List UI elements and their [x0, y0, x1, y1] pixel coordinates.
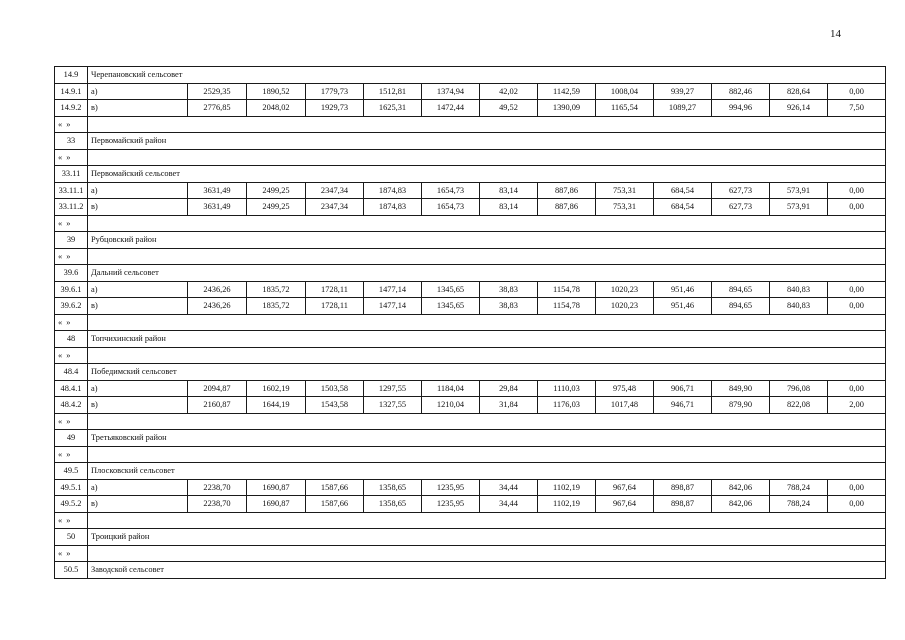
value-cell: 1512,81	[364, 83, 422, 100]
empty-cell	[88, 248, 886, 265]
table-row	[55, 298, 886, 315]
value-cell: 2529,35	[188, 83, 247, 100]
value-cell: 1929,73	[306, 100, 364, 117]
row-code: 50.5	[55, 562, 88, 579]
ditto-mark: « »	[55, 446, 88, 463]
ditto-row	[55, 149, 886, 166]
row-letter: в)	[88, 199, 188, 216]
value-cell: 0,00	[828, 380, 886, 397]
row-code: 48.4	[55, 364, 88, 381]
value-cell: 2238,70	[188, 496, 247, 513]
value-cell: 1154,78	[538, 298, 596, 315]
value-cell: 1779,73	[306, 83, 364, 100]
ditto-row	[55, 215, 886, 232]
section-title: Первомайский район	[88, 133, 886, 150]
value-cell: 994,96	[712, 100, 770, 117]
empty-cell	[88, 149, 886, 166]
value-cell: 1472,44	[422, 100, 480, 117]
value-cell: 1503,58	[306, 380, 364, 397]
value-cell: 1835,72	[247, 281, 306, 298]
empty-cell	[88, 116, 886, 133]
table-row	[55, 83, 886, 100]
value-cell: 1374,94	[422, 83, 480, 100]
value-cell: 1210,04	[422, 397, 480, 414]
value-cell: 1690,87	[247, 496, 306, 513]
value-cell: 34,44	[480, 479, 538, 496]
value-cell: 2436,26	[188, 281, 247, 298]
value-cell: 0,00	[828, 496, 886, 513]
value-cell: 0,00	[828, 83, 886, 100]
value-cell: 627,73	[712, 199, 770, 216]
value-cell: 882,46	[712, 83, 770, 100]
value-cell: 2436,26	[188, 298, 247, 315]
value-cell: 1728,11	[306, 281, 364, 298]
value-cell: 1625,31	[364, 100, 422, 117]
value-cell: 879,90	[712, 397, 770, 414]
value-cell: 898,87	[654, 496, 712, 513]
row-letter: в)	[88, 100, 188, 117]
value-cell: 840,83	[770, 281, 828, 298]
tariff-table	[54, 66, 886, 579]
empty-cell	[88, 446, 886, 463]
table-row	[55, 199, 886, 216]
value-cell: 1654,73	[422, 182, 480, 199]
section-row	[55, 133, 886, 150]
value-cell: 1587,66	[306, 496, 364, 513]
section-title: Дальний сельсовет	[88, 265, 886, 282]
value-cell: 796,08	[770, 380, 828, 397]
ditto-mark: « »	[55, 116, 88, 133]
value-cell: 0,00	[828, 479, 886, 496]
value-cell: 2094,87	[188, 380, 247, 397]
empty-cell	[88, 413, 886, 430]
row-code: 14.9	[55, 67, 88, 84]
value-cell: 887,86	[538, 182, 596, 199]
value-cell: 975,48	[596, 380, 654, 397]
value-cell: 1644,19	[247, 397, 306, 414]
row-code: 50	[55, 529, 88, 546]
value-cell: 2347,34	[306, 199, 364, 216]
value-cell: 1235,95	[422, 479, 480, 496]
value-cell: 951,46	[654, 281, 712, 298]
value-cell: 1327,55	[364, 397, 422, 414]
empty-cell	[88, 215, 886, 232]
value-cell: 1874,83	[364, 199, 422, 216]
section-row	[55, 463, 886, 480]
row-code: 14.9.2	[55, 100, 88, 117]
value-cell: 2160,87	[188, 397, 247, 414]
ditto-row	[55, 413, 886, 430]
empty-cell	[88, 512, 886, 529]
row-code: 39.6.1	[55, 281, 88, 298]
value-cell: 684,54	[654, 182, 712, 199]
page-number: 14	[830, 28, 841, 40]
value-cell: 1874,83	[364, 182, 422, 199]
ditto-row	[55, 545, 886, 562]
value-cell: 1154,78	[538, 281, 596, 298]
section-row	[55, 232, 886, 249]
ditto-mark: « »	[55, 314, 88, 331]
row-letter: а)	[88, 182, 188, 199]
value-cell: 0,00	[828, 281, 886, 298]
section-title: Черепановский сельсовет	[88, 67, 886, 84]
value-cell: 753,31	[596, 199, 654, 216]
ditto-mark: « »	[55, 248, 88, 265]
section-row	[55, 364, 886, 381]
row-code: 33.11.2	[55, 199, 88, 216]
value-cell: 1477,14	[364, 281, 422, 298]
row-letter: а)	[88, 281, 188, 298]
value-cell: 1102,19	[538, 496, 596, 513]
value-cell: 1020,23	[596, 298, 654, 315]
value-cell: 1345,65	[422, 281, 480, 298]
row-code: 33	[55, 133, 88, 150]
value-cell: 2347,34	[306, 182, 364, 199]
value-cell: 842,06	[712, 496, 770, 513]
value-cell: 822,08	[770, 397, 828, 414]
section-title: Троицкий район	[88, 529, 886, 546]
row-code: 48	[55, 331, 88, 348]
value-cell: 1089,27	[654, 100, 712, 117]
value-cell: 842,06	[712, 479, 770, 496]
value-cell: 887,86	[538, 199, 596, 216]
row-code: 39	[55, 232, 88, 249]
value-cell: 1390,09	[538, 100, 596, 117]
value-cell: 1602,19	[247, 380, 306, 397]
ditto-row	[55, 512, 886, 529]
ditto-mark: « »	[55, 512, 88, 529]
row-code: 39.6.2	[55, 298, 88, 315]
value-cell: 1184,04	[422, 380, 480, 397]
value-cell: 2776,85	[188, 100, 247, 117]
section-row	[55, 67, 886, 84]
value-cell: 788,24	[770, 496, 828, 513]
value-cell: 1477,14	[364, 298, 422, 315]
value-cell: 684,54	[654, 199, 712, 216]
row-code: 49.5.2	[55, 496, 88, 513]
section-row	[55, 166, 886, 183]
row-code: 33.11.1	[55, 182, 88, 199]
row-code: 48.4.1	[55, 380, 88, 397]
value-cell: 1890,52	[247, 83, 306, 100]
table-body	[55, 67, 886, 579]
value-cell: 31,84	[480, 397, 538, 414]
value-cell: 898,87	[654, 479, 712, 496]
section-title: Плосковский сельсовет	[88, 463, 886, 480]
section-title: Рубцовский район	[88, 232, 886, 249]
value-cell: 1358,65	[364, 479, 422, 496]
value-cell: 840,83	[770, 298, 828, 315]
ditto-mark: « »	[55, 347, 88, 364]
value-cell: 1110,03	[538, 380, 596, 397]
value-cell: 573,91	[770, 199, 828, 216]
value-cell: 1008,04	[596, 83, 654, 100]
value-cell: 1543,58	[306, 397, 364, 414]
value-cell: 0,00	[828, 298, 886, 315]
value-cell: 42,02	[480, 83, 538, 100]
empty-cell	[88, 347, 886, 364]
value-cell: 49,52	[480, 100, 538, 117]
value-cell: 1690,87	[247, 479, 306, 496]
value-cell: 83,14	[480, 199, 538, 216]
row-code: 33.11	[55, 166, 88, 183]
section-row	[55, 430, 886, 447]
row-code: 49.5.1	[55, 479, 88, 496]
section-title: Победимский сельсовет	[88, 364, 886, 381]
table-row	[55, 281, 886, 298]
row-letter: в)	[88, 496, 188, 513]
value-cell: 894,65	[712, 298, 770, 315]
value-cell: 573,91	[770, 182, 828, 199]
value-cell: 3631,49	[188, 182, 247, 199]
value-cell: 1142,59	[538, 83, 596, 100]
value-cell: 753,31	[596, 182, 654, 199]
section-title: Первомайский сельсовет	[88, 166, 886, 183]
value-cell: 1102,19	[538, 479, 596, 496]
ditto-row	[55, 248, 886, 265]
value-cell: 894,65	[712, 281, 770, 298]
ditto-mark: « »	[55, 215, 88, 232]
row-code: 48.4.2	[55, 397, 88, 414]
value-cell: 1728,11	[306, 298, 364, 315]
value-cell: 1654,73	[422, 199, 480, 216]
value-cell: 0,00	[828, 182, 886, 199]
ditto-row	[55, 446, 886, 463]
table-row	[55, 100, 886, 117]
row-code: 49.5	[55, 463, 88, 480]
value-cell: 83,14	[480, 182, 538, 199]
row-letter: а)	[88, 380, 188, 397]
ditto-row	[55, 314, 886, 331]
value-cell: 946,71	[654, 397, 712, 414]
section-row	[55, 265, 886, 282]
value-cell: 906,71	[654, 380, 712, 397]
value-cell: 2238,70	[188, 479, 247, 496]
value-cell: 2048,02	[247, 100, 306, 117]
value-cell: 34,44	[480, 496, 538, 513]
value-cell: 926,14	[770, 100, 828, 117]
table-row	[55, 496, 886, 513]
ditto-row	[55, 347, 886, 364]
value-cell: 828,64	[770, 83, 828, 100]
section-row	[55, 562, 886, 579]
value-cell: 1297,55	[364, 380, 422, 397]
row-letter: а)	[88, 83, 188, 100]
row-letter: в)	[88, 298, 188, 315]
ditto-mark: « »	[55, 149, 88, 166]
row-code: 39.6	[55, 265, 88, 282]
empty-cell	[88, 545, 886, 562]
value-cell: 1345,65	[422, 298, 480, 315]
empty-cell	[88, 314, 886, 331]
value-cell: 967,64	[596, 479, 654, 496]
value-cell: 1587,66	[306, 479, 364, 496]
value-cell: 7,50	[828, 100, 886, 117]
section-row	[55, 529, 886, 546]
section-title: Заводской сельсовет	[88, 562, 886, 579]
ditto-row	[55, 116, 886, 133]
table-row	[55, 182, 886, 199]
value-cell: 1176,03	[538, 397, 596, 414]
ditto-mark: « »	[55, 413, 88, 430]
value-cell: 0,00	[828, 199, 886, 216]
table-row	[55, 380, 886, 397]
value-cell: 1165,54	[596, 100, 654, 117]
value-cell: 967,64	[596, 496, 654, 513]
row-letter: а)	[88, 479, 188, 496]
value-cell: 1017,48	[596, 397, 654, 414]
row-letter: в)	[88, 397, 188, 414]
value-cell: 2499,25	[247, 199, 306, 216]
value-cell: 1020,23	[596, 281, 654, 298]
value-cell: 939,27	[654, 83, 712, 100]
value-cell: 3631,49	[188, 199, 247, 216]
value-cell: 1235,95	[422, 496, 480, 513]
section-title: Топчихинский район	[88, 331, 886, 348]
section-title: Третьяковский район	[88, 430, 886, 447]
section-row	[55, 331, 886, 348]
value-cell: 38,83	[480, 281, 538, 298]
value-cell: 2499,25	[247, 182, 306, 199]
table-row	[55, 479, 886, 496]
value-cell: 2,00	[828, 397, 886, 414]
table-row	[55, 397, 886, 414]
row-code: 14.9.1	[55, 83, 88, 100]
value-cell: 38,83	[480, 298, 538, 315]
value-cell: 951,46	[654, 298, 712, 315]
value-cell: 1835,72	[247, 298, 306, 315]
value-cell: 29,84	[480, 380, 538, 397]
value-cell: 1358,65	[364, 496, 422, 513]
ditto-mark: « »	[55, 545, 88, 562]
value-cell: 849,90	[712, 380, 770, 397]
value-cell: 627,73	[712, 182, 770, 199]
value-cell: 788,24	[770, 479, 828, 496]
row-code: 49	[55, 430, 88, 447]
